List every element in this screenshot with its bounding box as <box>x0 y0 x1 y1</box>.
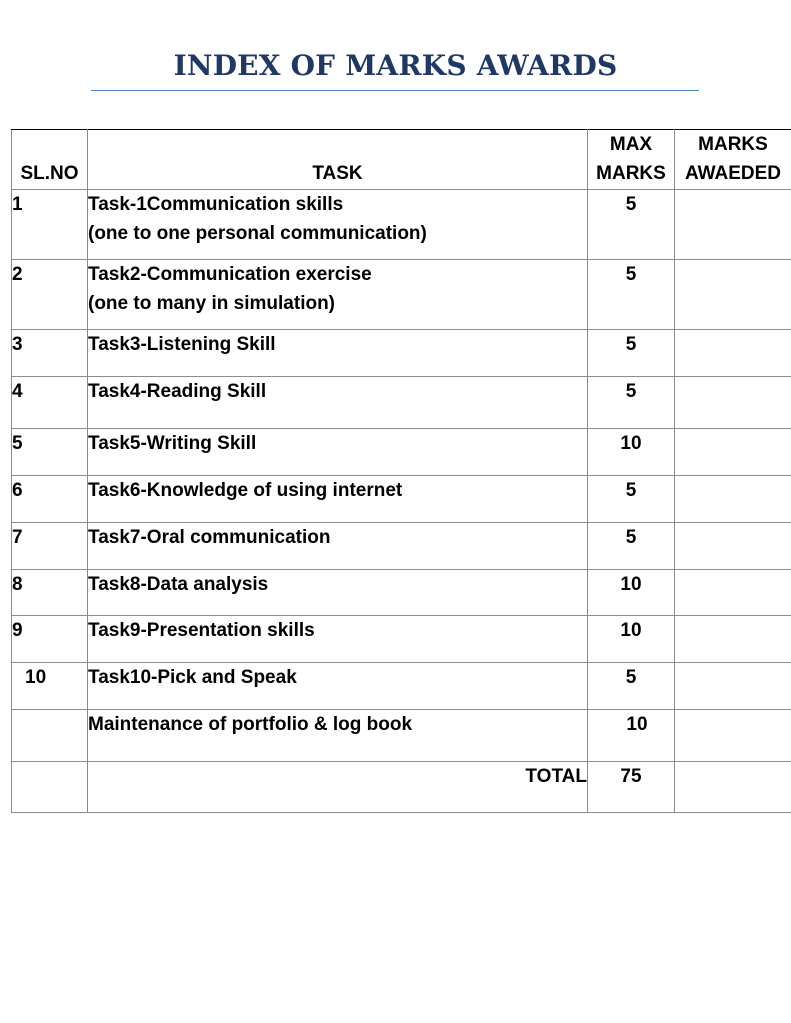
row-task-line2: (one to many in simulation) <box>88 293 336 314</box>
row-sl-no: 1 <box>12 190 88 260</box>
row-marks-awarded <box>675 260 791 330</box>
row-marks-awarded <box>675 190 791 260</box>
row-marks-awarded <box>675 710 791 762</box>
row-max-marks: 5 <box>588 377 675 429</box>
table-header-row <box>12 130 791 190</box>
row-sl-no: 8 <box>12 570 88 616</box>
row-max-marks: 5 <box>588 330 675 377</box>
row-sl-no: 9 <box>12 616 88 663</box>
row-task: Task8-Data analysis <box>88 570 588 616</box>
row-sl-no: 7 <box>12 523 88 570</box>
table-row <box>12 330 791 377</box>
row-task <box>88 260 588 330</box>
total-row <box>12 762 791 813</box>
row-task: Task3-Listening Skill <box>88 330 588 377</box>
row-max-marks: 10 <box>588 570 675 616</box>
table-row <box>12 710 791 762</box>
header-awarded-line1: MARKS <box>698 134 768 155</box>
header-sl-no: SL.NO <box>12 130 88 190</box>
header-awarded-line2: AWAEDED <box>684 163 782 184</box>
row-marks-awarded <box>675 476 791 523</box>
row-task: Task5-Writing Skill <box>88 429 588 476</box>
row-sl-no: 5 <box>12 429 88 476</box>
header-max-line2: MARKS <box>596 163 666 184</box>
table-row <box>12 260 791 330</box>
row-task-line1: Task2-Communication exercise <box>88 264 372 285</box>
row-task-line1: Task-1Communication skills <box>88 194 344 215</box>
row-task: Maintenance of portfolio & log book <box>88 710 588 762</box>
table-row <box>12 377 791 429</box>
total-sl-empty <box>12 762 88 813</box>
row-max-marks: 10 <box>588 429 675 476</box>
header-max-line1: MAX <box>609 134 653 155</box>
table-row <box>12 570 791 616</box>
row-max-marks: 5 <box>588 523 675 570</box>
total-max-marks: 75 <box>588 762 675 813</box>
row-max-marks: 5 <box>588 476 675 523</box>
row-max-marks: 10 <box>588 710 675 762</box>
marks-table <box>11 129 791 813</box>
row-task: Task7-Oral communication <box>88 523 588 570</box>
row-sl-no: 10 <box>12 663 88 710</box>
row-task-line2: (one to one personal communication) <box>88 223 427 244</box>
row-marks-awarded <box>675 663 791 710</box>
header-task: TASK <box>88 130 588 190</box>
row-max-marks: 5 <box>588 260 675 330</box>
header-marks-awarded <box>675 130 791 190</box>
row-sl-no <box>12 710 88 762</box>
row-marks-awarded <box>675 570 791 616</box>
total-label: TOTAL <box>88 762 588 813</box>
table-row <box>12 190 791 260</box>
table-row <box>12 429 791 476</box>
table-row <box>12 616 791 663</box>
total-marks-awarded <box>675 762 791 813</box>
row-marks-awarded <box>675 429 791 476</box>
row-sl-no: 3 <box>12 330 88 377</box>
table-row <box>12 523 791 570</box>
row-max-marks: 5 <box>588 190 675 260</box>
row-task: Task4-Reading Skill <box>88 377 588 429</box>
table-row <box>12 476 791 523</box>
row-task: Task6-Knowledge of using internet <box>88 476 588 523</box>
row-marks-awarded <box>675 523 791 570</box>
row-marks-awarded <box>675 616 791 663</box>
row-sl-no: 2 <box>12 260 88 330</box>
row-sl-no: 6 <box>12 476 88 523</box>
row-max-marks: 5 <box>588 663 675 710</box>
row-marks-awarded <box>675 330 791 377</box>
header-max-marks <box>588 130 675 190</box>
row-marks-awarded <box>675 377 791 429</box>
title-underline <box>91 90 699 91</box>
table-row <box>12 663 791 710</box>
row-max-marks: 10 <box>588 616 675 663</box>
row-task: Task10-Pick and Speak <box>88 663 588 710</box>
row-task: Task9-Presentation skills <box>88 616 588 663</box>
page-title: INDEX OF MARKS AWARDS <box>173 49 618 82</box>
row-task <box>88 190 588 260</box>
row-sl-no: 4 <box>12 377 88 429</box>
